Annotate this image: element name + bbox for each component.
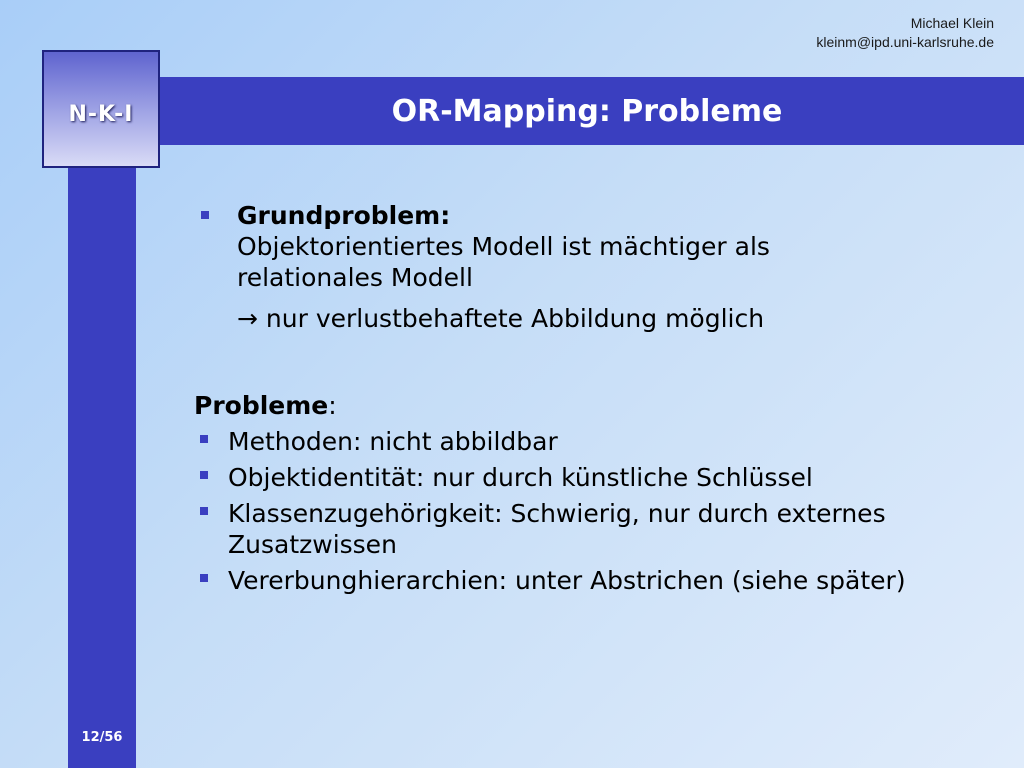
list-item — [194, 462, 974, 493]
list-item-text: Vererbunghierarchien: unter Abstrichen (siehe später) — [228, 566, 906, 595]
probleme-heading-row — [194, 390, 974, 421]
author-email: kleinm@ipd.uni-karlsruhe.de — [816, 34, 994, 50]
list-item — [194, 565, 974, 596]
list-item-text: Objektidentität: nur durch künstliche Schlüssel — [228, 463, 813, 492]
grundproblem-line-1: Objektorientiertes Modell ist mächtiger als — [237, 232, 770, 261]
list-item-text: Klassenzugehörigkeit: Schwierig, nur durch externes Zusatzwissen — [228, 499, 886, 559]
grundproblem-consequence — [237, 303, 974, 334]
probleme-colon: : — [328, 391, 337, 420]
grundproblem-line-2: relationales Modell — [237, 263, 473, 292]
square-bullet-icon — [200, 435, 208, 443]
logo — [42, 50, 160, 168]
square-bullet-icon — [201, 211, 209, 219]
square-bullet-icon — [200, 471, 208, 479]
author-name: Michael Klein — [910, 15, 994, 31]
page-number: 12/56 — [81, 730, 123, 745]
square-bullet-icon — [200, 574, 208, 582]
right-arrow-icon: → — [237, 304, 258, 333]
logo-text: N-K-I — [68, 102, 134, 127]
slide-content — [194, 200, 974, 596]
slide-title: OR-Mapping: Probleme — [391, 93, 783, 129]
left-sidebar-bar — [68, 77, 136, 768]
square-bullet-icon — [200, 507, 208, 515]
author-info — [816, 14, 994, 52]
list-item — [194, 498, 974, 560]
consequence-text: nur verlustbehaftete Abbildung möglich — [257, 304, 765, 333]
probleme-list — [194, 426, 974, 596]
list-item-text: Methoden: nicht abbildbar — [228, 427, 558, 456]
grundproblem-heading: Grundproblem: — [237, 201, 451, 230]
grundproblem-block — [194, 200, 974, 334]
probleme-heading: Probleme — [194, 391, 329, 420]
list-item — [194, 426, 974, 457]
